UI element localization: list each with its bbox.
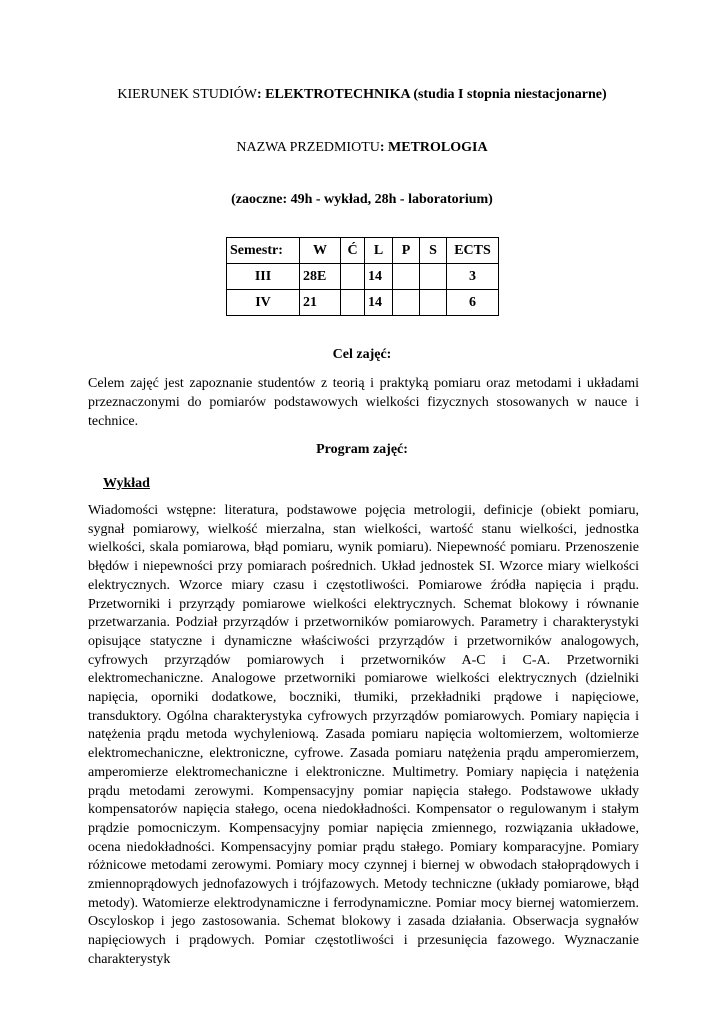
table-cell: [341, 264, 365, 290]
table-cell: 14: [365, 264, 393, 290]
lecture-text: Wiadomości wstępne: literatura, podstawowe pojęcia metrologii, definicje (obiekt pomiaru, sygnał pomiarowy, wielkość mierzalna, stan wielkości, wartość stanu wielkości, jednostka wielkości, skala pomiarowa, błąd pomiaru, wynik pomiaru). Niepewność pomiaru. Przenoszenie błędów i niepewności przy pomiarach pośrednich. Układ jednostek SI. Wzorce miary wielkości elektrycznych. Wzorce miary czasu i częstotliwości. Pomiarowe źródła napięcia i prądu. Przetworniki i przyrządy pomiarowe wielkości elektrycznych. Schemat blokowy i równanie przetwarzania. Podział przyrządów i przetworników pomiarowych. Parametry i charakterystyki opisujące statyczne i dynamiczne właściwości przyrządów i przetworników analogowych, cyfrowych przyrządów pomiarowych i przetworników A-C i C-A. Przetworniki elektromechaniczne. Analogowe przetworniki pomiarowe wielkości elektrycznych (dzielniki napięcia, oporniki dodatkowe, boczniki, tłumiki, przekładniki prądowe i napięciowe, transduktory. Ogólna charakterystyka cyfrowych przyrządów pomiarowych. Pomiary napięcia i natężenia prądu metoda wychyleniową. Zasada pomiaru napięcia woltomierzem, woltomierze elektromechaniczne, elektroniczne, cyfrowe. Zasada pomiaru natężenia prądu amperomierzem, amperomierze elektromechaniczne i elektroniczne. Multimetry. Pomiary napięcia i natężenia prądu metodami zerowymi. Kompensacyjny pomiar napięcia stałego. Podstawowe układy kompensatorów napięcia stałego, ocena niedokładności. Kompensator o regulowanym i stałym prądzie pomocniczym. Kompensacyjny pomiar napięcia zmiennego, rozwiązania układowe, ocena niedokładności. Kompensacyjny pomiar prądu stałego. Pomiary komparacyjne. Pomiary różnicowe metodami zerowymi. Pomiary mocy czynnej i biernej w obwodach stałoprądowych i zmiennoprądowych jednofazowych i trójfazowych. Metody techniczne (układy pomiarowe, błąd metody). Watomierze elektrodynamiczne i ferrodynamiczne. Pomiar mocy biernej watomierzem. Oscyloskop i jego zastosowania. Schemat blokowy i zasada działania. Obserwacja sygnałów napięciowych i prądowych. Pomiar częstotliwości i przesunięcia fazowego. Wyznaczanie charakterystyk: [88, 503, 639, 967]
table-header-cell: ECTS: [447, 238, 499, 264]
table-header-cell: S: [420, 238, 447, 264]
field-of-study-label: KIERUNEK STUDIÓW: [117, 87, 257, 102]
subject-name-value: : METROLOGIA: [379, 140, 488, 155]
table-cell: 21: [300, 290, 341, 316]
table-header-cell: P: [393, 238, 420, 264]
lecture-heading: Wykład: [103, 476, 150, 491]
table-cell: IV: [227, 290, 300, 316]
subject-name-line: [0, 140, 724, 156]
table-row: [227, 264, 499, 290]
table-header-cell: Semestr:: [227, 238, 300, 264]
table-cell: [341, 290, 365, 316]
objective-heading: Cel zajęć:: [332, 347, 392, 362]
semester-table: [226, 237, 499, 316]
hours-summary: (zaoczne: 49h - wykład, 28h - laboratorium): [231, 192, 493, 207]
program-heading: Program zajęć:: [316, 442, 408, 457]
table-cell: [420, 290, 447, 316]
field-of-study-line: [0, 87, 724, 103]
table-cell: [393, 290, 420, 316]
table-header-cell: L: [365, 238, 393, 264]
table-cell: [393, 264, 420, 290]
table-cell: 3: [447, 264, 499, 290]
table-header-cell: Ć: [341, 238, 365, 264]
table-cell: [420, 264, 447, 290]
field-of-study-value: : ELEKTROTECHNIKA (studia I stopnia niestacjonarne): [256, 87, 607, 102]
table-cell: 6: [447, 290, 499, 316]
table-cell: III: [227, 264, 300, 290]
subject-name-label: NAZWA PRZEDMIOTU: [236, 140, 380, 155]
table-cell: 14: [365, 290, 393, 316]
table-header-row: [227, 238, 499, 264]
objective-text: Celem zajęć jest zapoznanie studentów z teorią i praktyką pomiaru oraz metodami i układami przeznaczonymi do pomiarów podstawowych wielkości fizycznych stosowanych w nauce i technice.: [88, 376, 639, 429]
table-row: [227, 290, 499, 316]
table-cell: 28E: [300, 264, 341, 290]
table-header-cell: W: [300, 238, 341, 264]
